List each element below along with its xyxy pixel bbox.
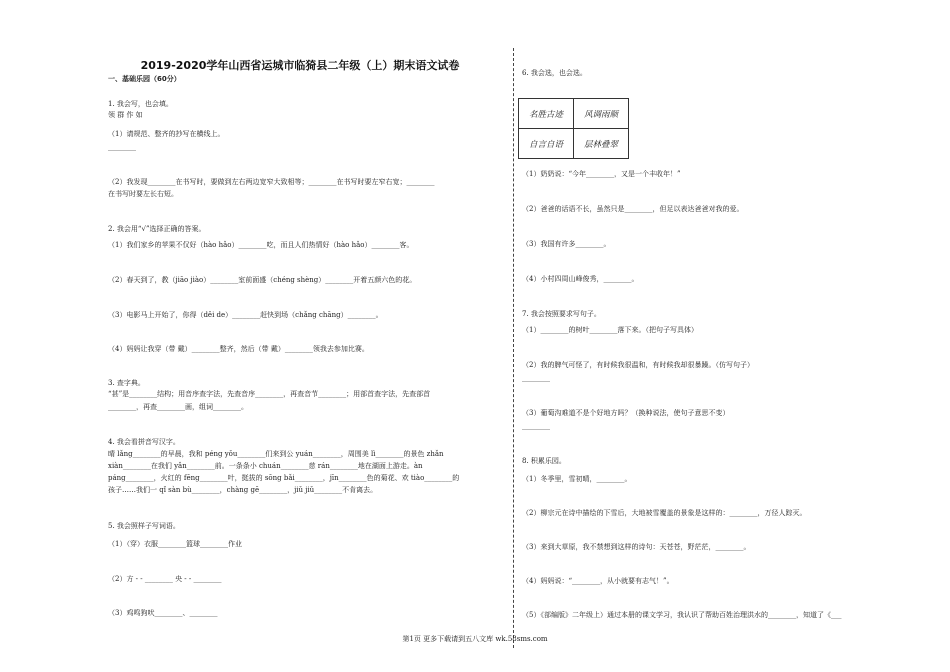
question-line: ________	[522, 422, 550, 430]
question-line: 孩子……我们一 qǐ sàn bù________，chàng gē________，jiǔ jiǔ________不肯离去。	[108, 486, 378, 494]
question-line: （5）《部编版》二年级上）通过本册的课文学习，我认识了帮助百姓治理洪水的________，知道了《___	[522, 611, 842, 619]
section-heading: 一、基础乐园（60分）	[108, 75, 181, 83]
word-option: 自言自语	[519, 129, 574, 159]
question-line: （3）鸡鸣狗吠________、________	[108, 609, 218, 617]
question-line: 1. 我会写，也会填。	[108, 100, 173, 108]
question-line: 6. 我会选，也会选。	[522, 69, 587, 77]
question-line: （2）柳宗元在诗中描绘的下雪后，大地被雪覆盖的景象是这样的：________，万径人踪灭。	[522, 509, 807, 517]
question-line: （1）请规范、整齐的抄写在横线上。	[108, 130, 225, 138]
question-line: 晴 lǎng________的早晨，我和 péng yǒu________们来到公 yuán________，周围美 lì________的景色 zhǎn	[108, 450, 444, 458]
question-line: （3）来到大草原，我不禁想到这样的诗句：天苍苍，野茫茫，________。	[522, 543, 751, 551]
question-line: 7. 我会按照要求写句子。	[522, 310, 601, 318]
question-line: páng________，火红的 fēng________叶，挺拔的 sōng bǎi________，jīn________色的菊花、欢 tiào________的	[108, 474, 460, 482]
question-line: xiàn________在我们 yǎn________前。一条条小 chuán________慈 rán________地在湖面上游走。àn	[108, 462, 423, 470]
question-line: 在书写时要左长右短。	[108, 190, 178, 198]
question-line: 领 群 作 如	[108, 111, 143, 119]
column-divider	[513, 48, 514, 648]
question-line: 2. 我会用“√”选择正确的答案。	[108, 225, 206, 233]
question-line: “甚”是________结构；用音序查字法，先查音序________，再查音节________；用部首查字法，先查部首	[108, 390, 431, 398]
question-line: （2）方 - - ________ 央 - - ________	[108, 575, 222, 583]
question-line: （1）奶奶说：“今年________，又是一个丰收年！”	[522, 170, 681, 178]
question-line: （2）爸爸的话语不长，虽然只是________，但足以表达爸爸对我的爱。	[522, 205, 744, 213]
question-line: （1）________的树叶________落下来。（把句子写具体）	[522, 326, 698, 334]
question-line: （1）冬季里，雪初晴，________。	[522, 475, 632, 483]
question-line: （4）小村四周山峰俊秀，________。	[522, 275, 639, 283]
question-line: 5. 我会照样子写词语。	[108, 522, 180, 530]
question-line: （1）我们家乡的苹果不仅好（hào hǎo）________吃，而且人们热情好（hào hǎo）________客。	[108, 241, 414, 249]
question-line: （2）春天到了，教（jiāo jiào）________室前面盛（chéng shèng）________开着五颜六色的花。	[108, 276, 417, 284]
question-line: （2）我的脾气可怪了，有时候我很温和，有时候我却很暴躁。（仿写句子）	[522, 361, 754, 369]
question-line: 3. 查字典。	[108, 379, 145, 387]
question-line: （4）妈妈说：“________，从小就要有志气！”。	[522, 577, 674, 585]
question-line: （3）葡萄沟难道不是个好地方吗？（换种说法，使句子意思不变）	[522, 409, 730, 417]
question-line: ________	[108, 143, 136, 151]
question-line: （1）（穿）衣服________篮球________作业	[108, 540, 242, 548]
word-choice-grid	[518, 98, 629, 159]
question-line: （2）我发现________在书写时，要做到左右两边宽窄大致相等；________在书写时要左窄右宽；________	[108, 178, 435, 186]
word-option: 层林叠翠	[574, 129, 629, 159]
question-line: （3）电影马上开始了，你得（děi de）________赶快到场（chǎng chāng）________。	[108, 311, 383, 319]
question-line: （3）我国有许多________。	[522, 240, 611, 248]
question-line: 8. 积累乐园。	[522, 457, 566, 465]
document-title: 2019-2020学年山西省运城市临猗县二年级（上）期末语文试卷	[140, 59, 460, 72]
word-option: 名胜古迹	[519, 99, 574, 129]
question-line: 4. 我会看拼音写汉字。	[108, 438, 180, 446]
question-line: ________，再查________画，组词________。	[108, 403, 248, 411]
question-line: ________	[522, 374, 550, 382]
word-option: 风调雨顺	[574, 99, 629, 129]
question-line: （4）妈妈让我穿（带 戴）________整齐，然后（带 戴）________领我去参加比赛。	[108, 345, 369, 353]
page-footer: 第1页 更多下载请到五八文库 wk.58sms.com	[402, 635, 548, 643]
